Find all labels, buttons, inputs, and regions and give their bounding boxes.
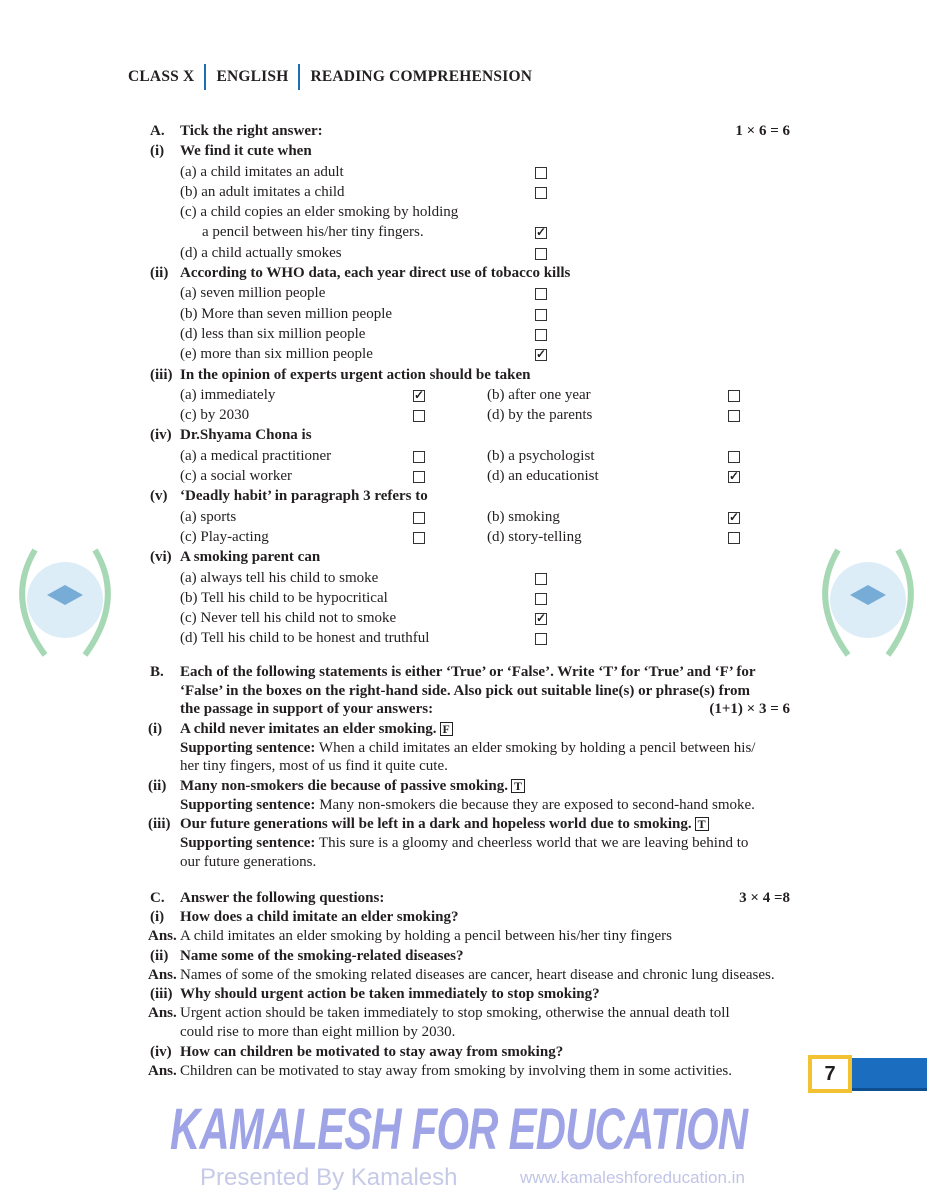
option (150, 243, 800, 263)
answer-text: Names of some of the smoking related diseases are cancer, heart disease and chronic lung diseases. (180, 966, 775, 983)
section-b (150, 663, 800, 871)
option (150, 628, 800, 648)
option-text: (c) a child copies an elder smoking by holding (180, 204, 459, 221)
question-number: (iii) (150, 366, 173, 383)
section-c (150, 888, 800, 1081)
supporting-label: Supporting sentence: (180, 796, 316, 813)
checkbox-icon (413, 451, 425, 463)
option (150, 182, 800, 202)
checkbox-icon (413, 512, 425, 524)
seal-logo-right (808, 535, 927, 665)
instruction-text: Each of the following statements is either ‘True’ or ‘False’. Write ‘T’ for ‘True’ and ‘F’ for (180, 664, 756, 680)
option-text: (a) immediately (180, 386, 276, 403)
supporting-text: Many non-smokers die because they are exposed to second-hand smoke. (319, 796, 755, 813)
page-number: 7 (808, 1055, 852, 1093)
question (150, 263, 800, 283)
answer-label: Ans. (148, 1062, 177, 1079)
question-number: (ii) (150, 947, 169, 964)
question-number: (i) (150, 909, 165, 926)
statement-text: Many non-smokers die because of passive smoking. (180, 777, 508, 794)
checkbox-icon (535, 167, 547, 179)
option-text: (b) a psychologist (487, 447, 595, 464)
answer-text: Children can be motivated to stay away from smoking by involving them in some activities. (180, 1062, 732, 1079)
question-text: We find it cute when (180, 143, 312, 160)
option-row (150, 385, 800, 405)
instruction-text: ‘False’ in the boxes on the right-hand side. Also pick out suitable line(s) or phrase(s) from (180, 682, 751, 699)
option-text: (d) by the parents (487, 407, 593, 424)
option-text: (d) Tell his child to be honest and truthful (180, 630, 430, 647)
statement-number: (ii) (148, 777, 167, 794)
question (150, 425, 800, 445)
checkbox-icon (535, 633, 547, 645)
option-text: (b) Tell his child to be hypocritical (180, 589, 388, 606)
page-number-bar (852, 1058, 927, 1088)
watermark-url: www.kamaleshforeducation.in (520, 1168, 745, 1187)
question (150, 908, 800, 927)
option-text-cont: a pencil between his/her tiny fingers. (202, 224, 424, 241)
section-label: C. (150, 890, 165, 906)
question-text: Name some of the smoking-related diseases? (180, 947, 464, 964)
section-label: A. (150, 123, 165, 139)
question-text: How does a child imitate an elder smoking? (180, 909, 459, 926)
supporting-line (150, 757, 800, 776)
instruction-line (150, 663, 800, 682)
option-text: (e) more than six million people (180, 346, 373, 363)
answer-label: Ans. (148, 966, 177, 983)
checked-box-icon (728, 512, 740, 524)
option (150, 162, 800, 182)
option (150, 283, 800, 303)
statement-text: Our future generations will be left in a dark and hopeless world due to smoking. (180, 816, 692, 832)
option-text: (b) after one year (487, 386, 591, 403)
question (150, 985, 800, 1004)
checkbox-icon (535, 329, 547, 341)
option-row (150, 527, 800, 547)
question-text: In the opinion of experts urgent action should be taken (180, 366, 531, 383)
question-text: According to WHO data, each year direct use of tobacco kills (180, 265, 571, 282)
supporting-text: This sure is a gloomy and cheerless world that we are leaving behind to (318, 835, 749, 851)
header-divider (204, 64, 206, 90)
header-divider (298, 64, 300, 90)
option-row (150, 405, 800, 425)
option-text: (d) an educationist (487, 468, 599, 485)
option (150, 304, 800, 324)
watermark-presented: Presented By Kamalesh (200, 1164, 458, 1191)
seal-logo-left (5, 535, 125, 665)
section-marks: (1+1) × 3 = 6 (709, 701, 790, 717)
answer-text: Urgent action should be taken immediately to stop smoking, otherwise the annual death toll (180, 1005, 730, 1022)
option-text: (a) a child imitates an adult (180, 163, 344, 180)
answer-line (150, 1062, 800, 1081)
option-text: (b) More than seven million people (180, 305, 393, 322)
option (150, 568, 800, 588)
checked-box-icon (535, 349, 547, 361)
option-text: (c) a social worker (180, 468, 293, 485)
option-text: (c) Never tell his child not to smoke (180, 610, 397, 627)
checked-box-icon (728, 471, 740, 483)
answer-line (150, 927, 800, 946)
question (150, 547, 800, 567)
section-title: Answer the following questions: (180, 890, 385, 906)
option-text: (d) less than six million people (180, 325, 366, 342)
option-text: (b) an adult imitates a child (180, 183, 345, 200)
question-text: Dr.Shyama Chona is (180, 427, 312, 444)
answer-line (150, 1004, 800, 1023)
question-number: (iv) (150, 427, 172, 444)
statement-number: (i) (148, 720, 163, 737)
question-number: (v) (150, 488, 168, 505)
supporting-text: our future generations. (180, 853, 317, 870)
statement (150, 777, 800, 796)
header-class: CLASS X (128, 68, 195, 85)
checkbox-icon (728, 410, 740, 422)
section-a (150, 121, 800, 649)
section-title: Tick the right answer: (180, 123, 323, 139)
statement-number: (iii) (148, 816, 171, 832)
option (150, 324, 800, 344)
instruction-text: the passage in support of your answers: (180, 701, 434, 717)
supporting-line (150, 853, 800, 872)
statement-text: A child never imitates an elder smoking. (180, 720, 437, 737)
instruction-line (150, 700, 800, 719)
checkbox-icon (413, 471, 425, 483)
answer-text: could rise to more than eight million by 2030. (180, 1024, 456, 1041)
supporting-label: Supporting sentence: (180, 835, 316, 851)
header-subject: ENGLISH (216, 68, 289, 85)
checkbox-icon (728, 532, 740, 544)
checked-box-icon (535, 613, 547, 625)
option (150, 588, 800, 608)
answer-box: T (511, 779, 525, 793)
option-text: (a) a medical practitioner (180, 447, 332, 464)
option-text: (c) by 2030 (180, 407, 250, 424)
option-text: (c) Play-acting (180, 528, 269, 545)
option-text: (a) sports (180, 508, 237, 525)
page-header (128, 64, 532, 90)
supporting-text: her tiny fingers, most of us find it quite cute. (180, 758, 448, 774)
statement (150, 720, 800, 739)
supporting-line (150, 796, 800, 815)
question (150, 486, 800, 506)
section-c-heading (150, 888, 800, 908)
answer-label: Ans. (148, 1005, 177, 1022)
option-row (150, 507, 800, 527)
question (150, 947, 800, 966)
option-text: (b) smoking (487, 508, 560, 525)
option-continued (150, 222, 800, 242)
question-number: (ii) (150, 265, 169, 282)
answer-line (150, 966, 800, 985)
checkbox-icon (535, 573, 547, 585)
answer-line (150, 1023, 800, 1042)
supporting-line (150, 834, 800, 853)
checkbox-icon (535, 288, 547, 300)
supporting-line (150, 739, 800, 758)
checkbox-icon (535, 248, 547, 260)
option-row (150, 466, 800, 486)
question-number: (iv) (150, 1043, 172, 1060)
question-number: (iii) (150, 986, 173, 1003)
header-topic: READING COMPREHENSION (310, 68, 533, 85)
section-marks: 1 × 6 = 6 (735, 123, 790, 139)
checkbox-icon (728, 390, 740, 402)
question-number: (vi) (150, 549, 172, 566)
section-label: B. (150, 664, 164, 680)
option (150, 608, 800, 628)
section-marks: 3 × 4 =8 (739, 890, 790, 906)
question-number: (i) (150, 143, 165, 160)
option-row (150, 446, 800, 466)
answer-box: T (695, 817, 709, 831)
question (150, 365, 800, 385)
question-text: A smoking parent can (180, 549, 321, 566)
answer-label: Ans. (148, 928, 177, 945)
question (150, 1043, 800, 1062)
checkbox-icon (413, 410, 425, 422)
supporting-label: Supporting sentence: (180, 739, 316, 756)
answer-box: F (440, 722, 453, 736)
question-text: ‘Deadly habit’ in paragraph 3 refers to (180, 488, 428, 505)
section-a-heading (150, 121, 800, 141)
option-text: (d) story-telling (487, 528, 582, 545)
watermark-title: KAMALESH FOR EDUCATION (170, 1097, 748, 1162)
supporting-text: When a child imitates an elder smoking by holding a pencil between his/ (318, 739, 756, 756)
checkbox-icon (535, 187, 547, 199)
question-text: How can children be motivated to stay away from smoking? (180, 1043, 564, 1060)
option (150, 202, 800, 222)
checked-box-icon (535, 227, 547, 239)
option-text: (d) a child actually smokes (180, 244, 342, 261)
answer-text: A child imitates an elder smoking by holding a pencil between his/her tiny fingers (180, 928, 672, 945)
checkbox-icon (413, 532, 425, 544)
question (150, 141, 800, 161)
question-text: Why should urgent action be taken immediately to stop smoking? (180, 986, 600, 1003)
checkbox-icon (535, 593, 547, 605)
statement (150, 815, 800, 834)
checked-box-icon (413, 390, 425, 402)
checkbox-icon (728, 451, 740, 463)
instruction-line (150, 682, 800, 701)
option-text: (a) seven million people (180, 285, 326, 302)
option (150, 344, 800, 364)
checkbox-icon (535, 309, 547, 321)
option-text: (a) always tell his child to smoke (180, 569, 379, 586)
